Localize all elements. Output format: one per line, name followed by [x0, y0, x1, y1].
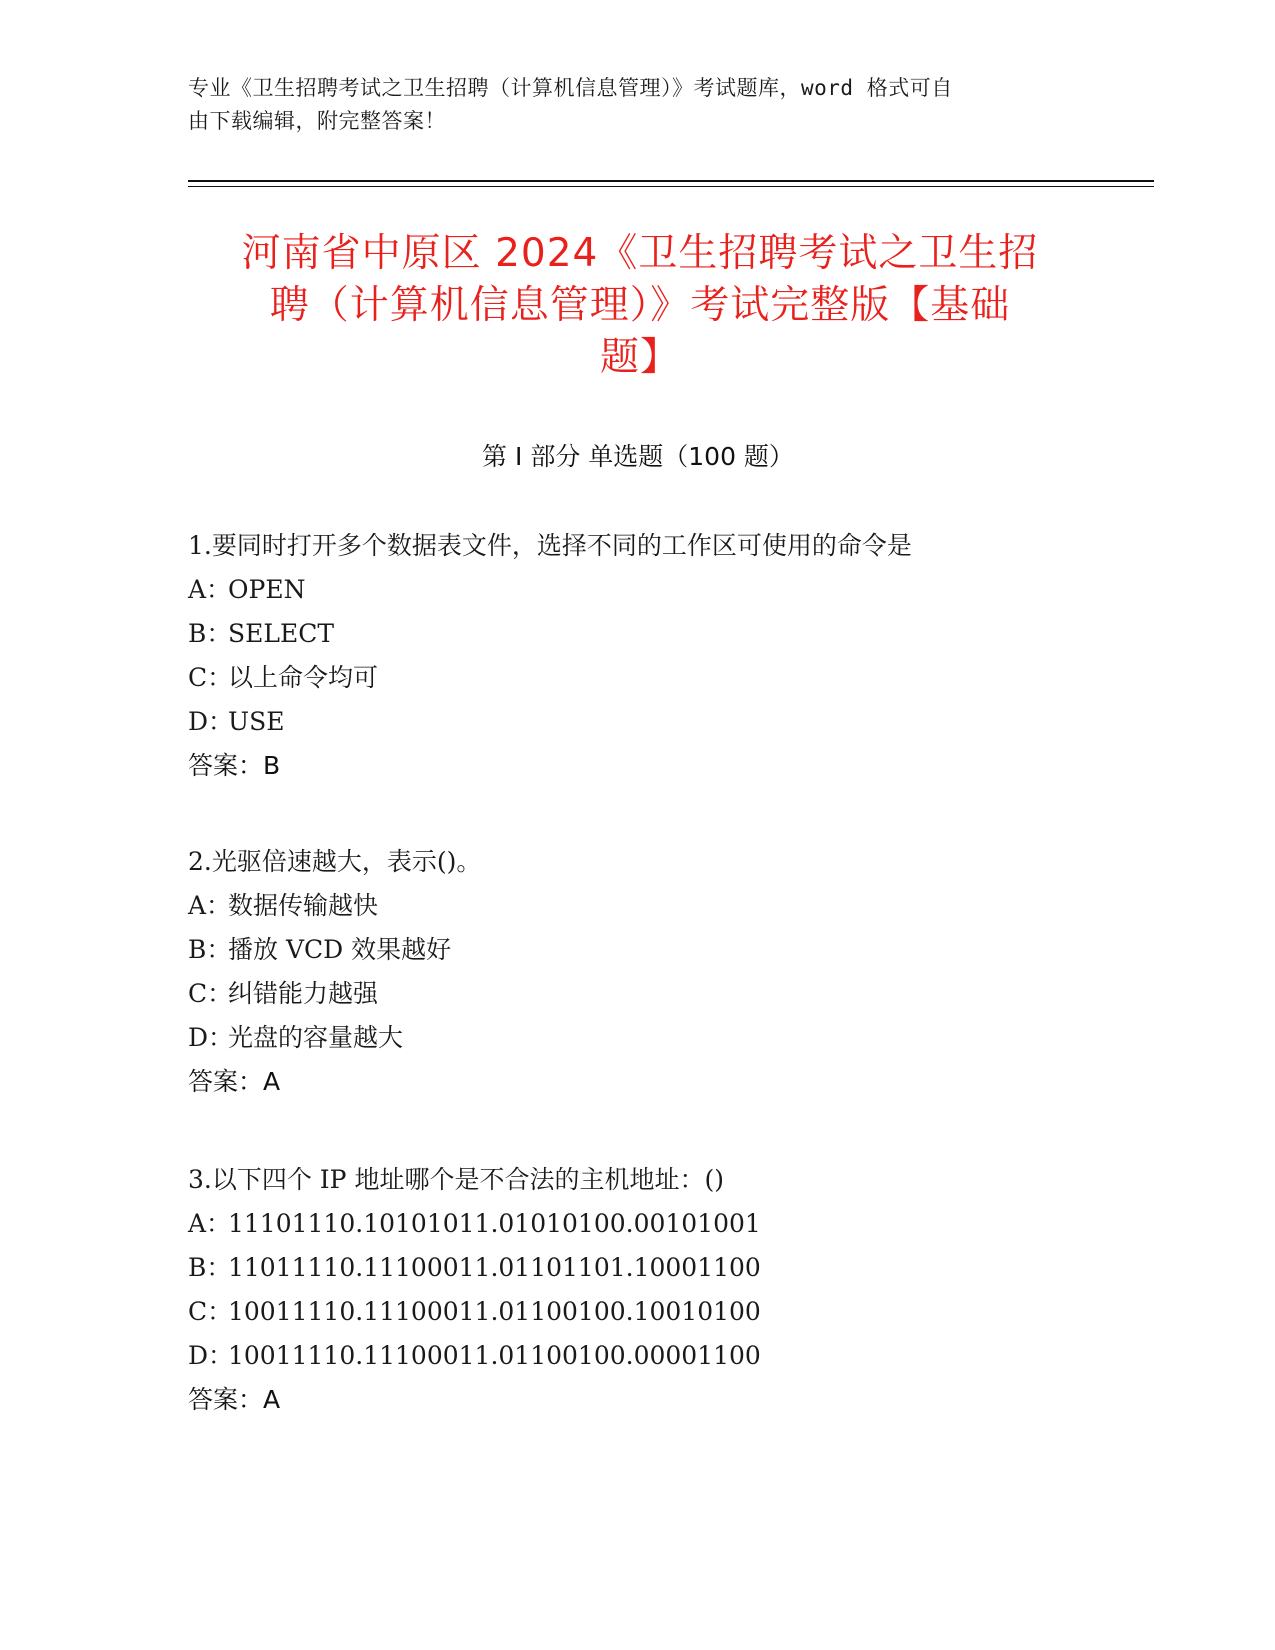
- option-c: [188, 656, 1088, 700]
- option-a: [188, 1202, 1088, 1246]
- option-text: SELECT: [228, 619, 335, 648]
- section-heading: 第 I 部分 单选题（100 题）: [482, 442, 794, 471]
- header-note-line: 由下载编辑，附完整答案！: [188, 109, 446, 133]
- option-a: [188, 568, 1088, 612]
- header-divider-thin: [188, 186, 1154, 187]
- option-c: [188, 972, 1088, 1016]
- option-d: [188, 700, 1088, 744]
- option-key: A：: [188, 891, 232, 920]
- title-line: 河南省中原区 2024《卫生招聘考试之卫生招: [241, 231, 1039, 276]
- option-key: B：: [188, 1253, 232, 1282]
- option-key: B：: [188, 935, 232, 964]
- title-line: 聘（计算机信息管理）》考试完整版【基础: [269, 283, 1011, 328]
- option-text: 10011110.11100011.01100100.10010100: [228, 1297, 761, 1326]
- option-text: 11011110.11100011.01101101.10001100: [228, 1253, 761, 1282]
- title-line: 题】: [599, 335, 680, 380]
- document-header-note: [188, 72, 1068, 138]
- option-text: 播放 VCD 效果越好: [228, 935, 452, 964]
- option-d: [188, 1016, 1088, 1060]
- option-key: C：: [188, 1297, 233, 1326]
- option-text: 10011110.11100011.01100100.00001100: [228, 1341, 761, 1370]
- question-stem: 1.要同时打开多个数据表文件，选择不同的工作区可使用的命令是: [188, 531, 912, 560]
- option-a: [188, 884, 1088, 928]
- option-text: 数据传输越快: [228, 891, 379, 920]
- header-note-line: 专业《卫生招聘考试之卫生招聘（计算机信息管理）》考试题库，word 格式可自: [188, 76, 953, 100]
- question-stem: 3.以下四个 IP 地址哪个是不合法的主机地址：(): [188, 1165, 724, 1194]
- answer-line: 答案：A: [188, 1385, 281, 1414]
- option-c: [188, 1290, 1088, 1334]
- option-text: 光盘的容量越大: [228, 1023, 404, 1052]
- header-divider-thick: [188, 180, 1154, 182]
- question-stem: 2.光驱倍速越大，表示()。: [188, 847, 482, 876]
- option-key: A：: [188, 1209, 232, 1238]
- document-title: [190, 228, 1090, 384]
- question-block: [188, 840, 1088, 1104]
- option-key: B：: [188, 619, 232, 648]
- answer-line: 答案：B: [188, 751, 281, 780]
- option-b: [188, 928, 1088, 972]
- answer-line: 答案：A: [188, 1067, 281, 1096]
- option-text: 以上命令均可: [228, 663, 379, 692]
- option-key: D：: [188, 707, 234, 736]
- question-block: [188, 524, 1088, 788]
- option-key: A：: [188, 575, 232, 604]
- option-text: USE: [228, 707, 285, 736]
- option-text: OPEN: [228, 575, 306, 604]
- option-text: 11101110.10101011.01010100.00101001: [228, 1209, 761, 1238]
- option-key: D：: [188, 1023, 234, 1052]
- option-text: 纠错能力越强: [228, 979, 379, 1008]
- option-b: [188, 612, 1088, 656]
- option-key: D：: [188, 1341, 234, 1370]
- option-d: [188, 1334, 1088, 1378]
- option-key: C：: [188, 663, 233, 692]
- option-key: C：: [188, 979, 233, 1008]
- option-b: [188, 1246, 1088, 1290]
- question-block: [188, 1158, 1088, 1422]
